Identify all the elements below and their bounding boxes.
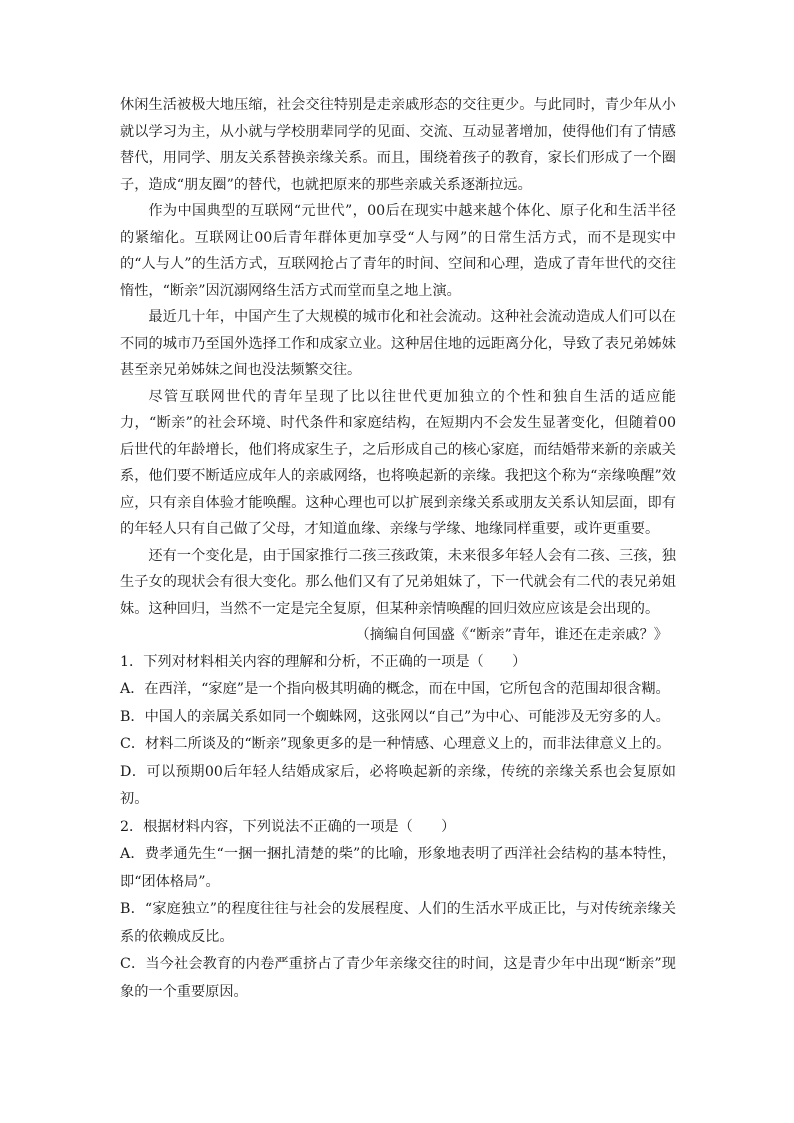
question-2-option-b: B．“家庭独立”的程度往往与社会的发展程度、人们的生活水平成正比，与对传统亲缘关系的依赖成反比。 [120,901,676,945]
question-2 [120,814,676,1007]
question-2-option-a: A．费孝通先生“一捆一捆扎清楚的柴”的比喻，形象地表明了西洋社会结构的基本特性，即“团体格局”。 [120,846,676,890]
passage-paragraph-5: 还有一个变化是，由于国家推行二孩三孩政策，未来很多年轻人会有二孩、三孩，独生子女的现状会有很大变化。那么他们又有了兄弟姐妹了，下一代就会有二代的表兄弟姐妹。这种回归，当然不一定是完全复原，但某种亲情唤醒的回归效应应该是会出现的。 [120,547,676,617]
question-1-option-d: D．可以预期00后年轻人结婚成家后，必将唤起新的亲缘，传统的亲缘关系也会复原如初。 [120,763,676,807]
passage-paragraph-4: 尽管互联网世代的青年呈现了比以往世代更加独立的个性和独自生活的适应能力，“断亲”的社会环境、时代条件和家庭结构，在短期内不会发生显著变化，但随着00后世代的年龄增长，他们将成家生子，之后形成自己的核心家庭，而结婚带来新的亲戚关系，他们要不断适应成年人的亲戚网络，也将唤起新的亲缘。我把这个称为“亲缘唤醒”效应，只有亲自体验才能唤醒。这种心理也可以扩展到亲缘关系或朋友关系认知层面，即有的年轻人只有自己做了父母，才知道血缘、亲缘与学缘、地缘同样重要，或许更重要。 [120,388,676,537]
question-2-stem: 2．根据材料内容，下列说法不正确的一项是（ ） [120,818,456,835]
question-1-option-a: A．在西洋，“家庭”是一个指向极其明确的概念，而在中国，它所包含的范围却很含糊。 [120,681,670,697]
passage-paragraph-2: 作为中国典型的互联网“元世代”，00后在现实中越来越个体化、原子化和生活半径的紧缩化。互联网让00后青年群体更加享受“人与网”的日常生活方式，而不是现实中的“人与人”的生活方式，互联网抢占了青年的时间、空间和心理，造成了青年世代的交往惰性，“断亲”因沉溺网络生活方式而堂而皇之地上演。 [120,203,676,299]
question-1-option-c: C．材料二所谈及的“断亲”现象更多的是一种情感、心理意义上的，而非法律意义上的。 [120,736,671,752]
article-body [120,92,676,1006]
source-citation: （摘编自何国盛《“断亲”青年，谁还在走亲戚？》 [355,627,668,643]
question-1-option-b: B．中国人的亲属关系如同一个蜘蛛网，这张网以“自己”为中心、可能涉及无穷多的人。 [120,708,670,725]
passage-paragraph-3: 最近几十年，中国产生了大规模的城市化和社会流动。这种社会流动造成人们可以在不同的城市乃至国外选择工作和成家立业。这种居住地的远距离分化，导致了表兄弟姊妹甚至亲兄弟姊妹之间也没法频繁交往。 [120,309,676,378]
passage-paragraph-1: 休闲生活被极大地压缩，社会交往特别是走亲戚形态的交往更少。与此同时，青少年从小就以学习为主，从小就与学校朋辈同学的见面、交流、互动显著增加，使得他们有了情感替代，用同学、朋友关系替换亲缘关系。而且，围绕着孩子的教育，家长们形成了一个圈子，造成“朋友圈”的替代，也就把原来的那些亲戚关系逐渐拉远。 [120,97,676,193]
question-1 [120,649,676,814]
question-1-stem: 1．下列对材料相关内容的理解和分析，不正确的一项是（ ） [120,653,527,670]
question-2-option-c: C．当今社会教育的内卷严重挤占了青少年亲缘交往的时间，这是青少年中出现“断亲”现象的一个重要原因。 [120,956,676,1000]
